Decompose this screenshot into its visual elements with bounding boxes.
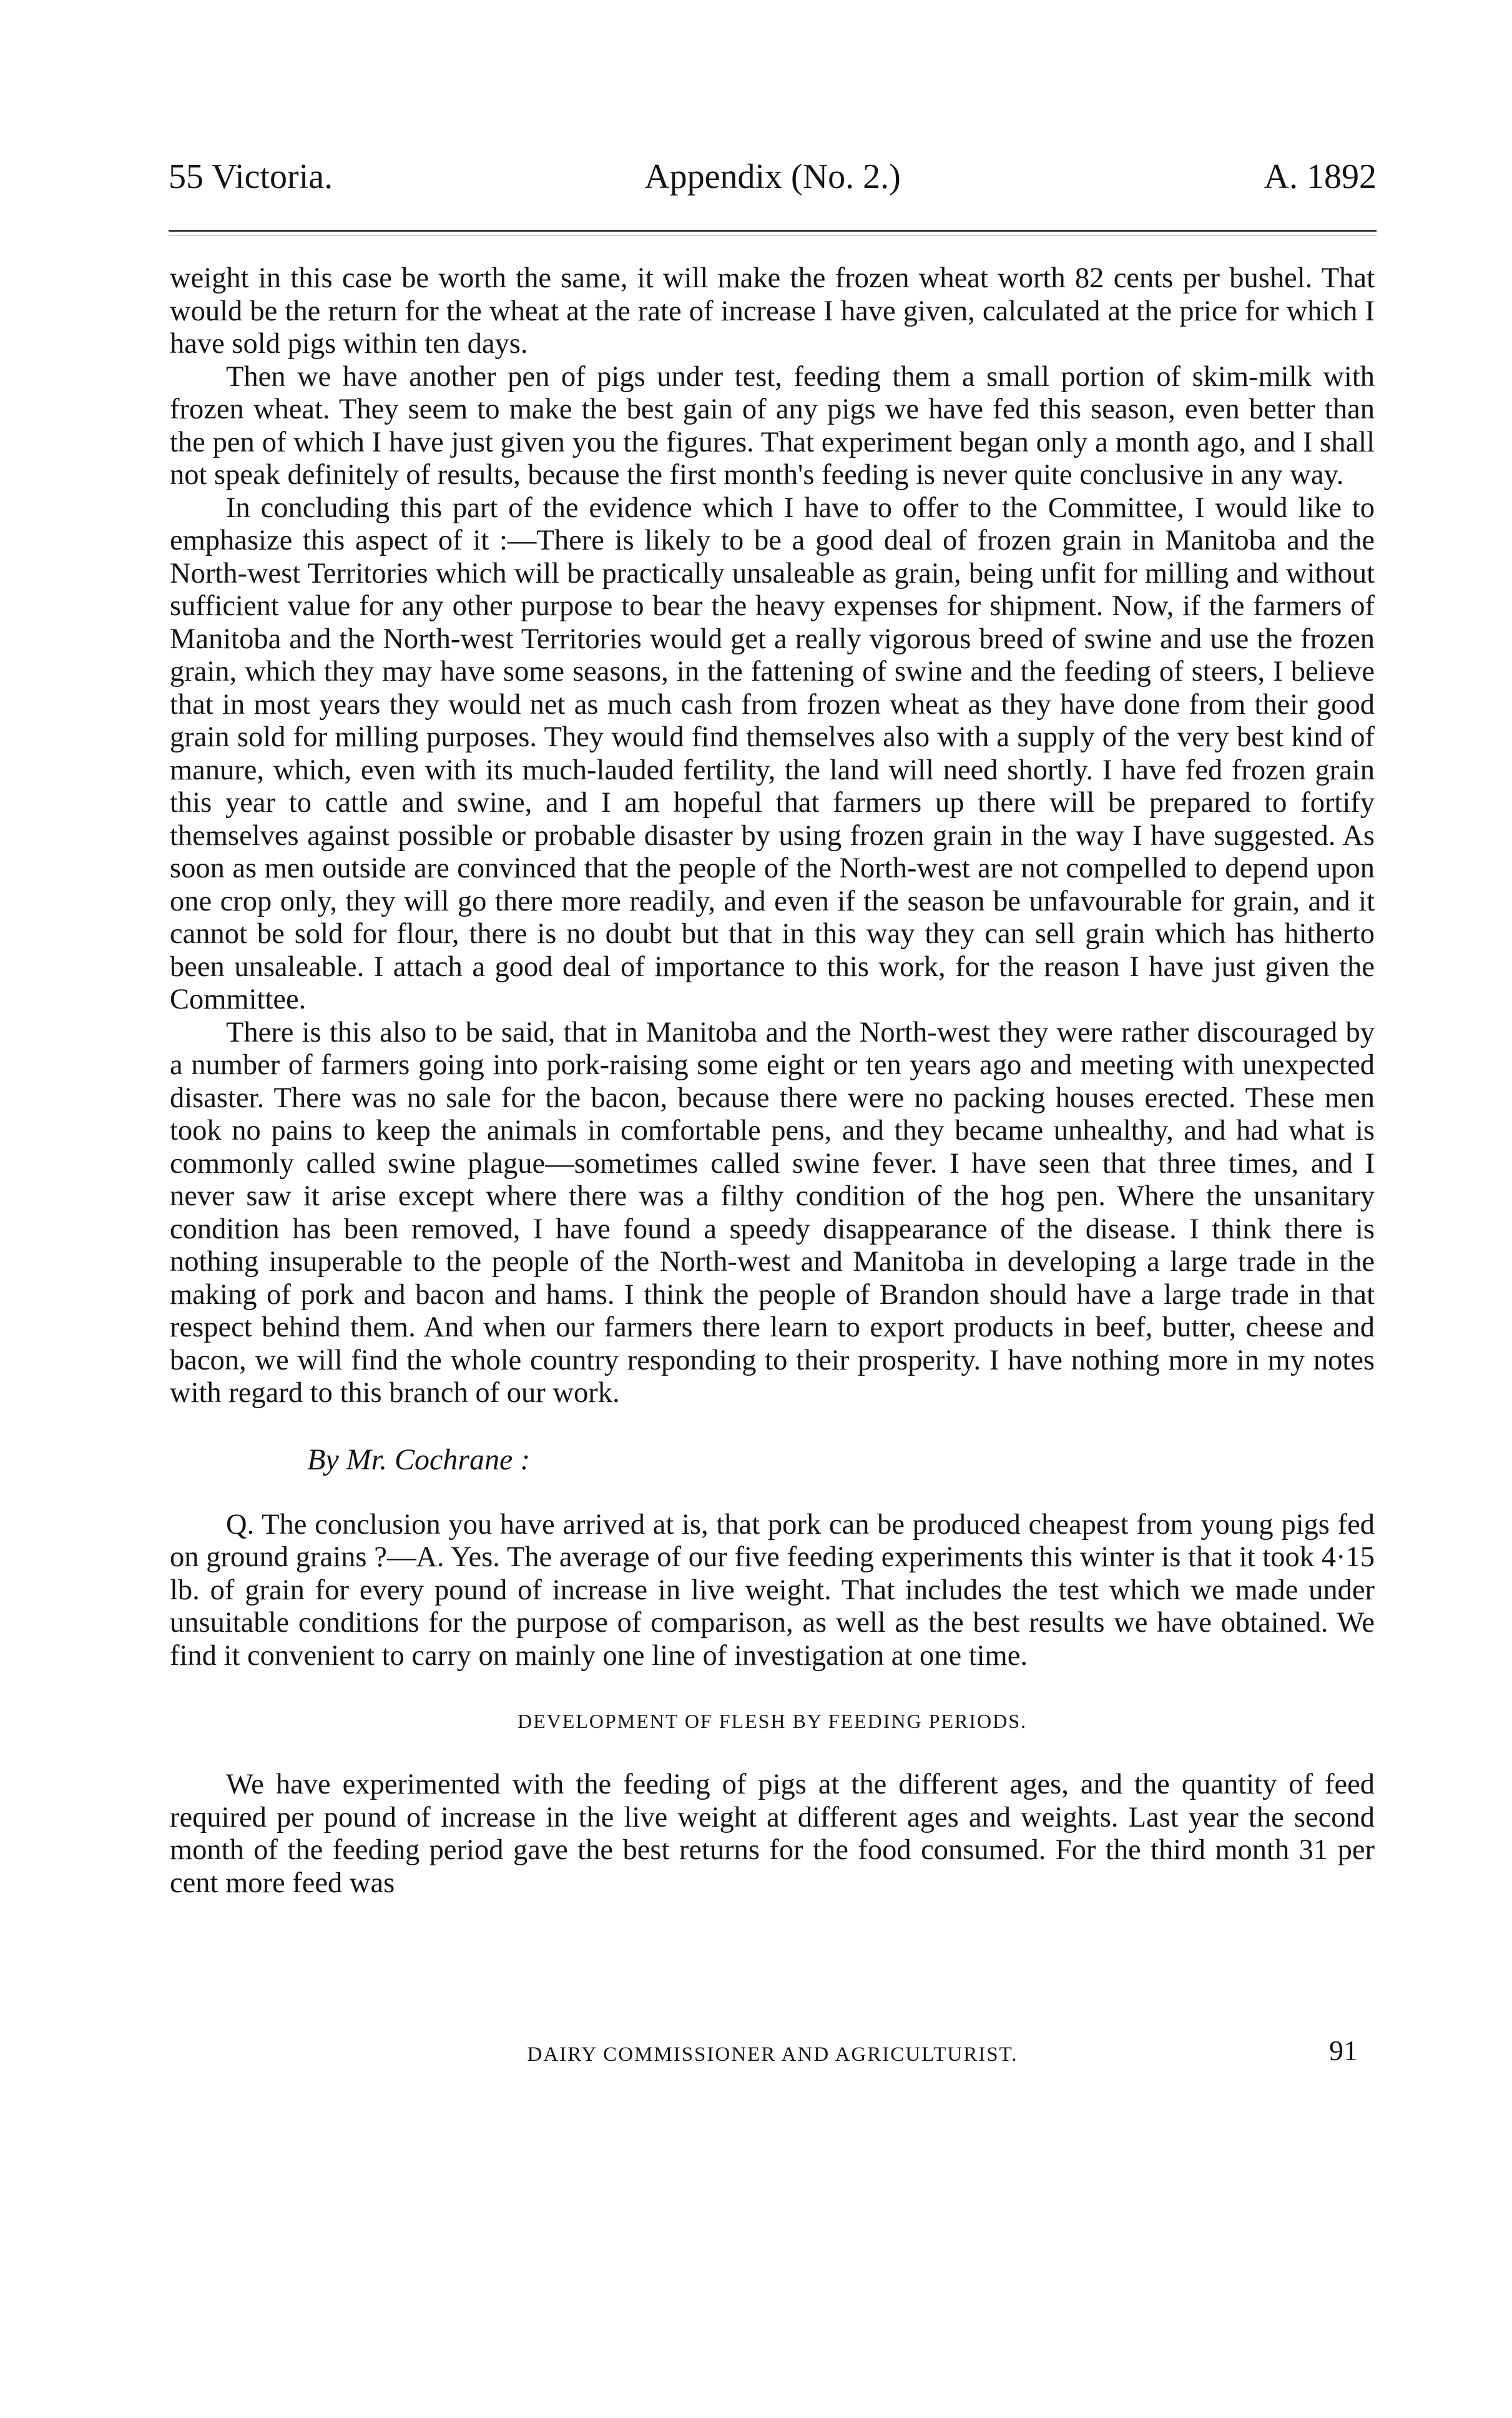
header-session: 55 Victoria.: [169, 157, 333, 196]
header-appendix: Appendix (No. 2.): [644, 157, 901, 196]
body-text: [170, 262, 1375, 1900]
paragraph-skim-milk: Then we have another pen of pigs under test, feeding them a small portion of skim-milk with frozen wheat. They seem to make the best gain of any pigs we have fed this season, even better than the pen of which I have just given you the figures. That experiment began only a month ago, and I shall not speak definitely of results, because the first month's feeding is never quite conclusive in any way.: [170, 360, 1375, 491]
page-footer: [169, 2037, 1377, 2072]
footer-title: DAIRY COMMISSIONER AND AGRICULTURIST.: [527, 2043, 1018, 2066]
speaker-heading: By Mr. Cochrane :: [307, 1443, 531, 1476]
paragraph-frozen-grain: In concluding this part of the evidence which I have to offer to the Committee, I would like to emphasize this aspect of it :—There is likely to be a good deal of frozen grain in Manitoba and the North-west Territories which will be practically unsaleable as grain, being unfit for milling and without sufficient value for any other purpose to bear the heavy expenses for shipment. Now, if the farmers of Manitoba and the North-west Territories would get a really vigorous breed of swine and use the frozen grain, which they may have some seasons, in the fattening of swine and the feeding of steers, I believe that in most years they would net as much cash from frozen wheat as they have done from their good grain sold for milling purposes. They would find themselves also with a supply of the very best kind of manure, which, even with its much-lauded fertility, the land will need shortly. I have fed frozen grain this year to cattle and swine, and I am hopeful that farmers up there will be prepared to fortify themselves against possible or probable disaster by using frozen grain in the way I have suggested. As soon as men outside are convinced that the people of the North-west are not compelled to depend upon one crop only, they will go there more readily, and even if the season be unfavourable for grain, and it cannot be sold for flour, there is no doubt but that in this way they can sell grain which has hitherto been unsaleable. I attach a good deal of importance to this work, for the reason I have just given the Committee.: [170, 491, 1375, 1015]
header-rule: [169, 230, 1377, 232]
paragraph-pork-raising: There is this also to be said, that in Manitoba and the North-west they were rather discouraged by a number of farmers going into pork-raising some eight or ten years ago and meeting with unexpected disaster. There was no sale for the bacon, because there were no packing houses erected. These men took no pains to keep the animals in comfortable pens, and they became unhealthy, and had what is commonly called swine plague—sometimes called swine fever. I have seen that three times, and I never saw it arise except where there was a filthy condition of the hog pen. Where the unsanitary condition has been removed, I have found a speedy disappearance of the disease. I think there is nothing insuperable to the people of the North-west and Manitoba in developing a large trade in the making of pork and bacon and hams. I think the people of Brandon should have a large trade in that respect behind them. And when our farmers there learn to export products in beef, butter, cheese and bacon, we will find the whole country responding to their prosperity. I have nothing more in my notes with regard to this branch of our work.: [170, 1016, 1375, 1409]
header-year: A. 1892: [1264, 157, 1377, 196]
running-header: [169, 155, 1377, 199]
paragraph-feeding-periods: We have experimented with the feeding of pigs at the different ages, and the quantity of feed required per pound of increase in the live weight at different ages and weights. Last year the second month of the feeding period gave the best returns for the food consumed. For the third month 31 per cent more feed was: [170, 1769, 1375, 1899]
paragraph-continued: weight in this case be worth the same, it will make the frozen wheat worth 82 cents per bushel. That would be the return for the wheat at the rate of increase I have given, calculated at the price for which I have sold pigs within ten days.: [170, 262, 1375, 360]
page-number: 91: [1329, 2035, 1358, 2066]
question-answer: Q. The conclusion you have arrived at is, that pork can be produced cheapest from young pigs fed on ground grains ?—A. Yes. The average of our five feeding experiments this winter is that it took 4·15 lb. of grain for every pound of increase in live weight. That includes the test which we made under unsuitable conditions for the purpose of comparison, as well as the best results we have obtained. We find it convenient to carry on mainly one line of investigation at one time.: [170, 1508, 1375, 1672]
section-heading: DEVELOPMENT OF FLESH BY FEEDING PERIODS.: [517, 1710, 1028, 1732]
